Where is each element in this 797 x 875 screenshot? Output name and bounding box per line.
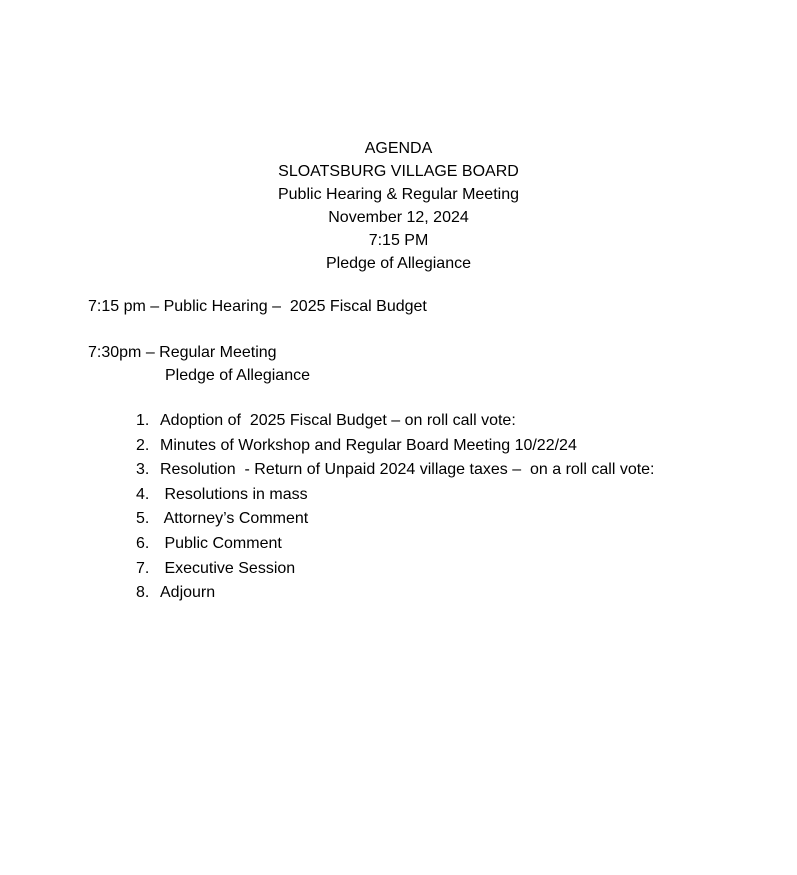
item-number: 1.: [136, 412, 150, 429]
list-item: [136, 557, 655, 582]
item-text: Resolutions in mass: [160, 485, 308, 503]
header-pledge: Pledge of Allegiance: [326, 255, 471, 272]
list-item: [136, 483, 655, 508]
public-hearing-line: 7:15 pm – Public Hearing – 2025 Fiscal Budget: [88, 298, 427, 315]
list-item: [136, 434, 655, 459]
list-item: [136, 507, 655, 532]
board-name: SLOATSBURG VILLAGE BOARD: [278, 163, 519, 180]
item-number: 6.: [136, 534, 150, 552]
agenda-title: AGENDA: [364, 140, 433, 157]
item-text: Resolution - Return of Unpaid 2024 village taxes – on a roll call vote:: [160, 461, 655, 479]
item-number: 5.: [136, 510, 150, 528]
agenda-item-list: [136, 409, 655, 606]
list-item: [136, 458, 655, 483]
item-number: 8.: [136, 584, 150, 602]
meeting-type: Public Hearing & Regular Meeting: [277, 186, 519, 203]
item-text: Minutes of Workshop and Regular Board Meeting 10/22/24: [160, 436, 577, 454]
item-text: Public Comment: [160, 534, 282, 552]
item-text: Executive Session: [160, 559, 296, 577]
item-number: 3.: [136, 461, 150, 479]
agenda-header: [0, 137, 797, 275]
item-text: Adoption of 2025 Fiscal Budget – on roll call vote:: [160, 412, 516, 429]
item-text: Adjourn: [160, 584, 216, 602]
item-number: 2.: [136, 436, 150, 454]
item-number: 4.: [136, 485, 150, 503]
list-item: [136, 409, 655, 434]
list-item: [136, 532, 655, 557]
meeting-date: November 12, 2024: [328, 209, 469, 226]
item-text: Attorney’s Comment: [160, 510, 309, 528]
list-item: [136, 581, 655, 606]
item-number: 7.: [136, 559, 150, 577]
regular-meeting-line: 7:30pm – Regular Meeting: [88, 344, 277, 361]
regular-meeting-pledge: Pledge of Allegiance: [165, 367, 310, 384]
meeting-time: 7:15 PM: [368, 232, 429, 249]
